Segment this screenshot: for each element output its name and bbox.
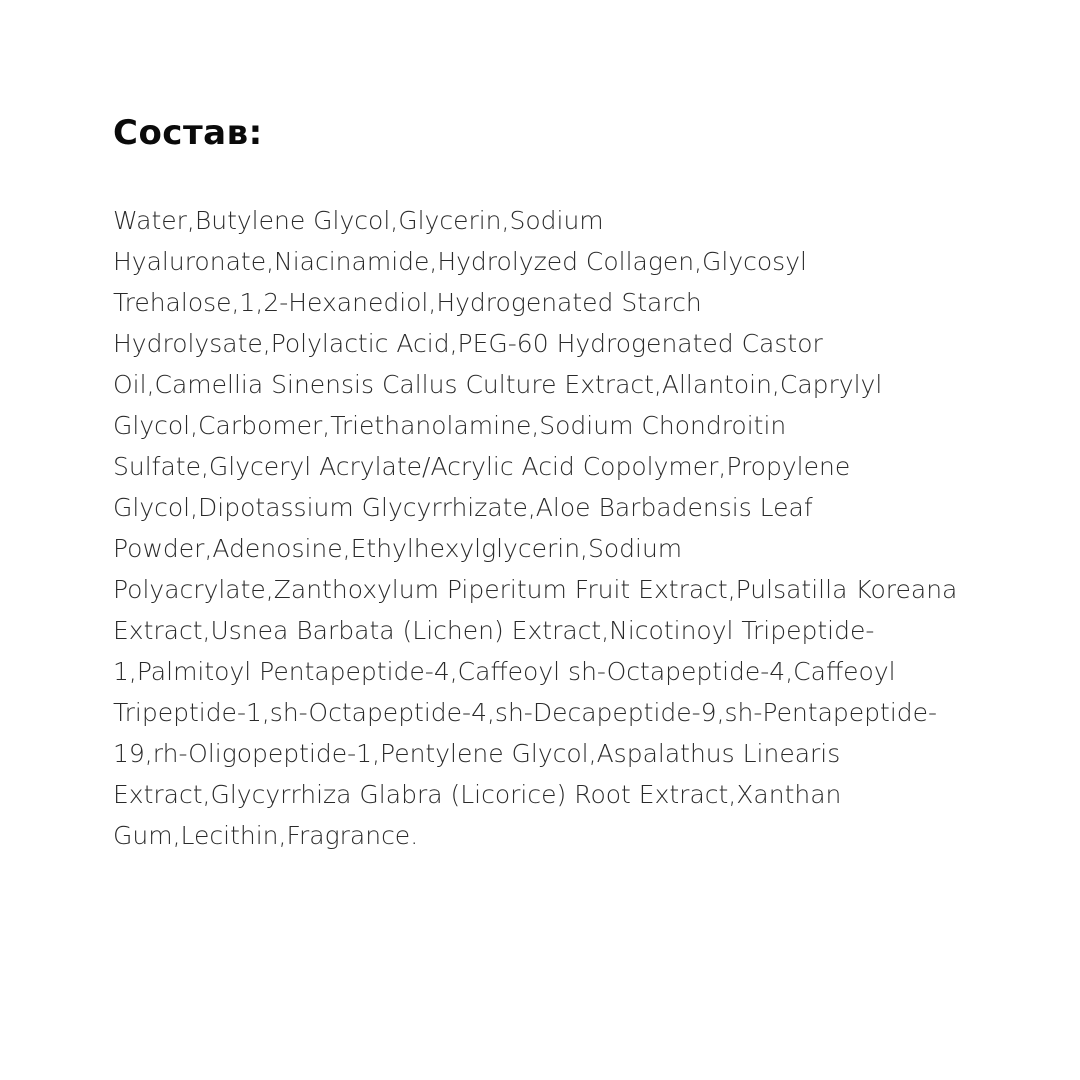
composition-title: Состав: — [113, 113, 263, 153]
ingredients-list: Water,Butylene Glycol,Glycerin,Sodium Hyaluronate,Niacinamide,Hydrolyzed Collagen,Glycosyl Trehalose,1,2-Hexanediol,Hydrogenated Starch Hydrolysate,Polylactic Acid,PEG-60 Hydrogenated Castor Oil,Camellia Sinensis Callus Culture Extract,Allantoin,Caprylyl Glycol,Carbomer,Triethanolamine,Sodium Chondroitin Sulfate,Glyceryl Acrylate/Acrylic Acid Copolymer,Propylene Glycol,Dipotassium Glycyrrhizate,Aloe Barbadensis Leaf Powder,Adenosine,Ethylhexylglycerin,Sodium Polyacrylate,Zanthoxylum Piperitum Fruit Extract,Pulsatilla Koreana Extract,Usnea Barbata (Lichen) Extract,Nicotinoyl Tripeptide-1,Palmitoyl Pentapeptide-4,Caffeoyl sh-Octapeptide-4,Caffeoyl Tripeptide-1,sh-Octapeptide-4,sh-Decapeptide-9,sh-Pentapeptide-19,rh-Oligopeptide-1,Pentylene Glycol,Aspalathus Linearis Extract,Glycyrrhiza Glabra (Licorice) Root Extract,Xanthan Gum,Lecithin,Fragrance. — [113, 206, 958, 850]
composition-section — [113, 110, 973, 856]
